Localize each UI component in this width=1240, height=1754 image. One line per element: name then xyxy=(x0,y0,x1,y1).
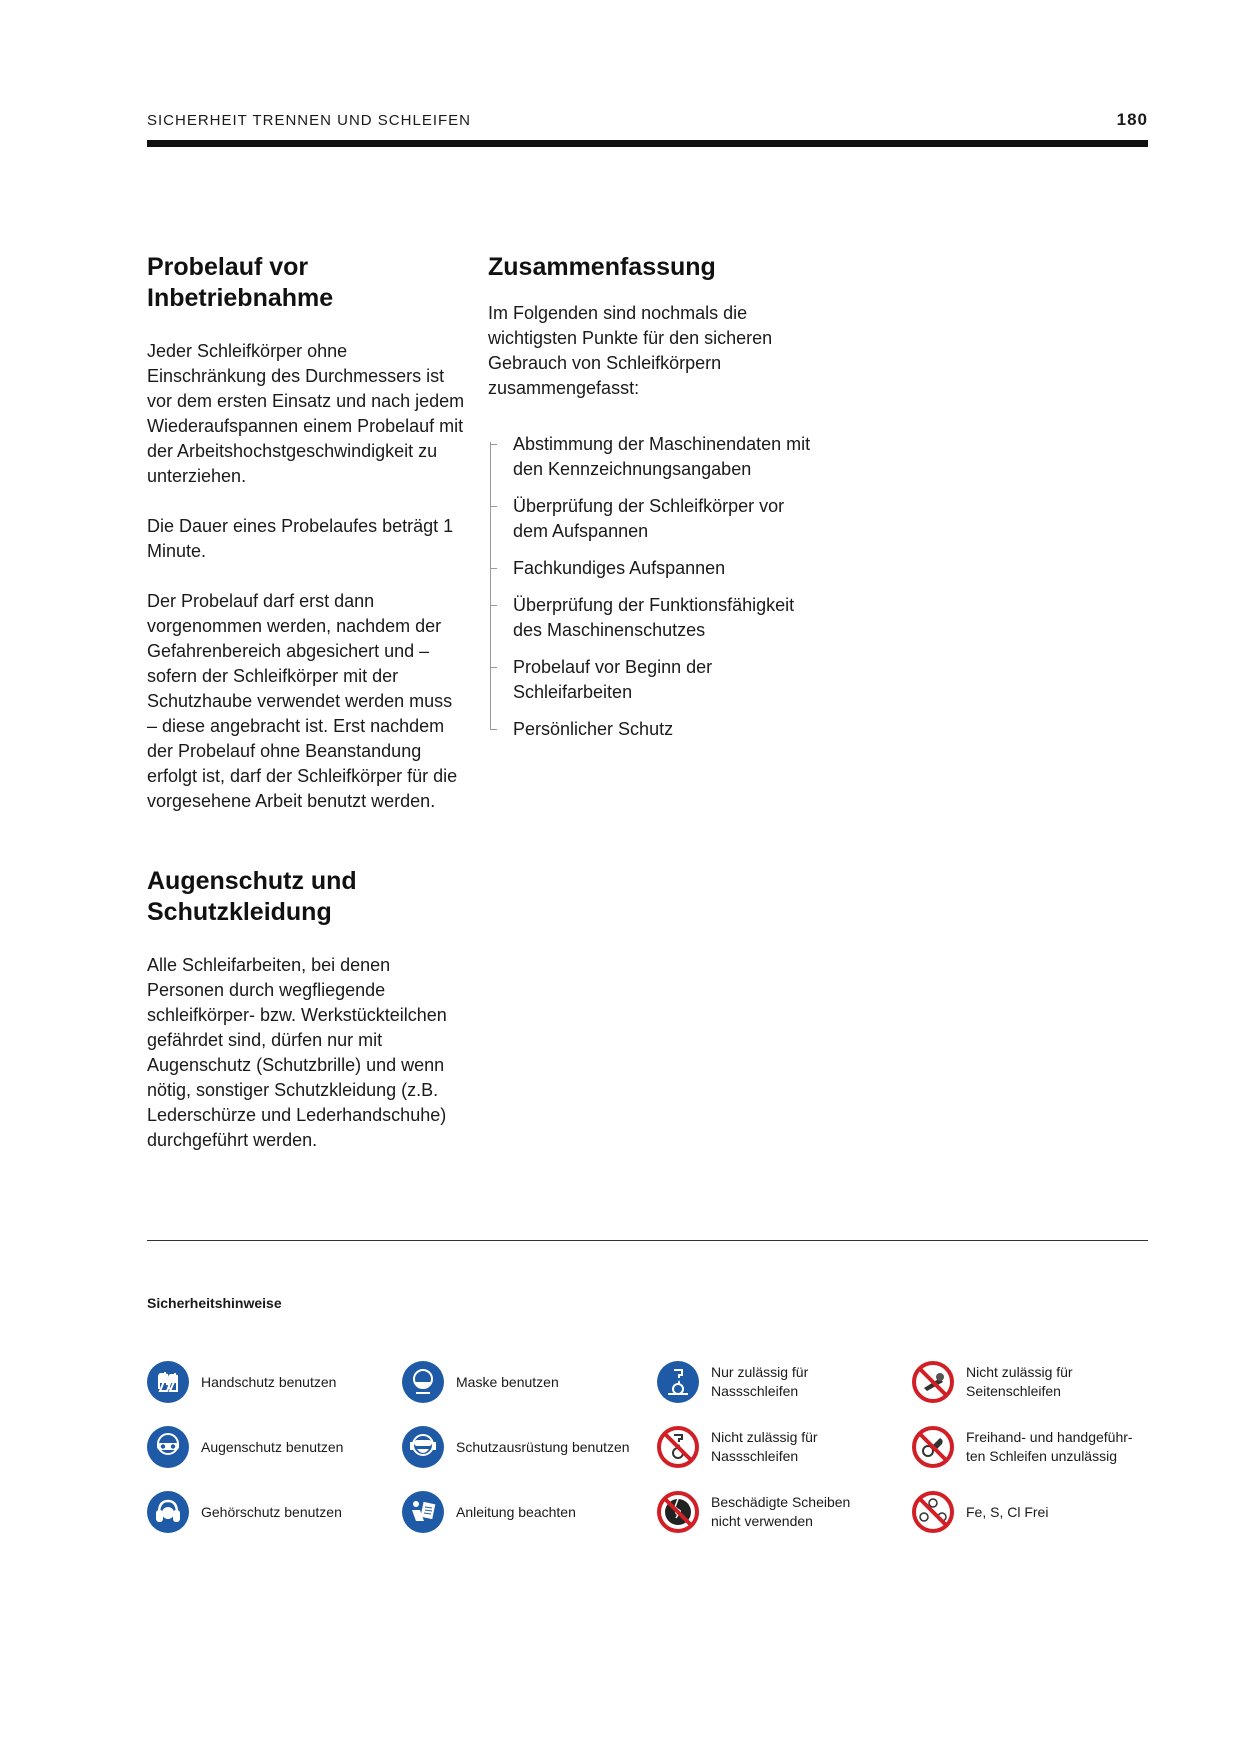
sign-nicht-nassschleifen xyxy=(657,1425,907,1469)
sign-label: Nicht zulässig für Seitenschleifen xyxy=(966,1364,1073,1399)
sign-anleitung xyxy=(402,1490,652,1534)
sign-label: Anleitung beachten xyxy=(456,1503,576,1520)
paragraph: Der Probelauf darf erst dann vorgenommen werden, nachdem der Gefahrenbereich abgesichert und – sofern der Schleifkörper mit der Schutzhaube verwendet werden muss – diese angebracht ist. Erst nachdem der Probelauf ohne Beanstandung erfolgt ist, darf der Schleifkörper für die vorgesehene Arbeit benutzt werden. xyxy=(147,591,458,811)
sign-seitenschleifen xyxy=(912,1360,1162,1404)
sign-gehoerschutz xyxy=(147,1490,397,1534)
section-heading-probelauf: Probelauf vor Inbetriebnahme xyxy=(147,253,334,312)
read-manual-icon xyxy=(402,1491,444,1533)
gloves-icon xyxy=(147,1361,189,1403)
ear-protection-icon xyxy=(147,1491,189,1533)
sign-label: Maske benutzen xyxy=(456,1373,559,1390)
section-heading-zusammenfassung: Zusammenfassung xyxy=(488,253,716,281)
sign-freihand xyxy=(912,1425,1162,1469)
section-heading-augenschutz: Augenschutz und Schutzkleidung xyxy=(147,867,357,926)
sign-maske xyxy=(402,1360,652,1404)
sign-label: Handschutz benutzen xyxy=(201,1373,337,1390)
sign-label: Nicht zulässig für Nassschleifen xyxy=(711,1429,818,1464)
list-item: Fachkundiges Aufspannen xyxy=(488,556,818,581)
wet-grinding-icon xyxy=(657,1361,699,1403)
sign-nassschleifen xyxy=(657,1360,907,1404)
no-side-grinding-icon xyxy=(912,1361,954,1403)
list-item: Überprüfung der Funktionsfähigkeit des Maschinenschutzes xyxy=(488,593,818,643)
sign-label: Schutzausrüstung benutzen xyxy=(456,1438,630,1455)
list-item: Überprüfung der Schleifkörper vor dem Aufspannen xyxy=(488,494,818,544)
list-item: Abstimmung der Maschinendaten mit den Kennzeichnungsangaben xyxy=(488,432,818,482)
right-column xyxy=(488,252,818,754)
left-column xyxy=(147,252,467,1153)
sign-label: Fe, S, Cl Frei xyxy=(966,1503,1049,1520)
sign-fe-s-cl-frei xyxy=(912,1490,1162,1534)
paragraph: Jeder Schleifkörper ohne Einschränkung des Durchmessers ist vor dem ersten Einsatz und nach jedem Wiederaufspannen einem Probelauf mit der Arbeitshochstgeschwindigkeit zu unterziehen. xyxy=(147,341,465,486)
list-item: Probelauf vor Beginn der Schleifarbeiten xyxy=(488,655,818,705)
page-header-title: SICHERHEIT TRENNEN UND SCHLEIFEN xyxy=(147,112,471,129)
sign-beschaedigte-scheiben xyxy=(657,1490,907,1534)
paragraph: Die Dauer eines Probelaufes beträgt 1 Minute. xyxy=(147,516,454,561)
mask-icon xyxy=(402,1361,444,1403)
fe-s-cl-free-icon xyxy=(912,1491,954,1533)
sign-label: Augenschutz benutzen xyxy=(201,1438,344,1455)
header-rule xyxy=(147,140,1148,147)
sign-label: Beschädigte Scheiben nicht verwenden xyxy=(711,1494,851,1529)
paragraph: Alle Schleifarbeiten, bei denen Personen durch wegfliegende schleifkörper- bzw. Werkstückteilchen gefährdet sind, dürfen nur mit Augenschutz (Schutzbrille) und wenn nötig, sonstiger Schutzkleidung (z.B. Lederschürze und Lederhandschuhe) durchgeführt werden. xyxy=(147,955,447,1150)
sign-label: Nur zulässig für Nassschleifen xyxy=(711,1364,809,1399)
sign-schutzausruestung xyxy=(402,1425,652,1469)
sign-handschutz xyxy=(147,1360,397,1404)
list-item: Persönlicher Schutz xyxy=(488,717,818,742)
no-damaged-disc-icon xyxy=(657,1491,699,1533)
no-freehand-grinding-icon xyxy=(912,1426,954,1468)
sign-label: Freihand- und handgeführ- ten Schleifen unzulässig xyxy=(966,1429,1133,1464)
goggles-icon xyxy=(147,1426,189,1468)
footer-rule xyxy=(147,1240,1148,1241)
sign-label: Gehörschutz benutzen xyxy=(201,1503,342,1520)
intro-paragraph: Im Folgenden sind nochmals die wichtigsten Punkte für den sicheren Gebrauch von Schleifkörpern zusammengefasst: xyxy=(488,303,773,398)
no-wet-grinding-icon xyxy=(657,1426,699,1468)
safety-section-title: Sicherheitshinweise xyxy=(147,1295,282,1311)
page-number: 180 xyxy=(1116,110,1148,129)
sign-augenschutz xyxy=(147,1425,397,1469)
summary-list xyxy=(488,432,818,742)
protective-gear-icon xyxy=(402,1426,444,1468)
